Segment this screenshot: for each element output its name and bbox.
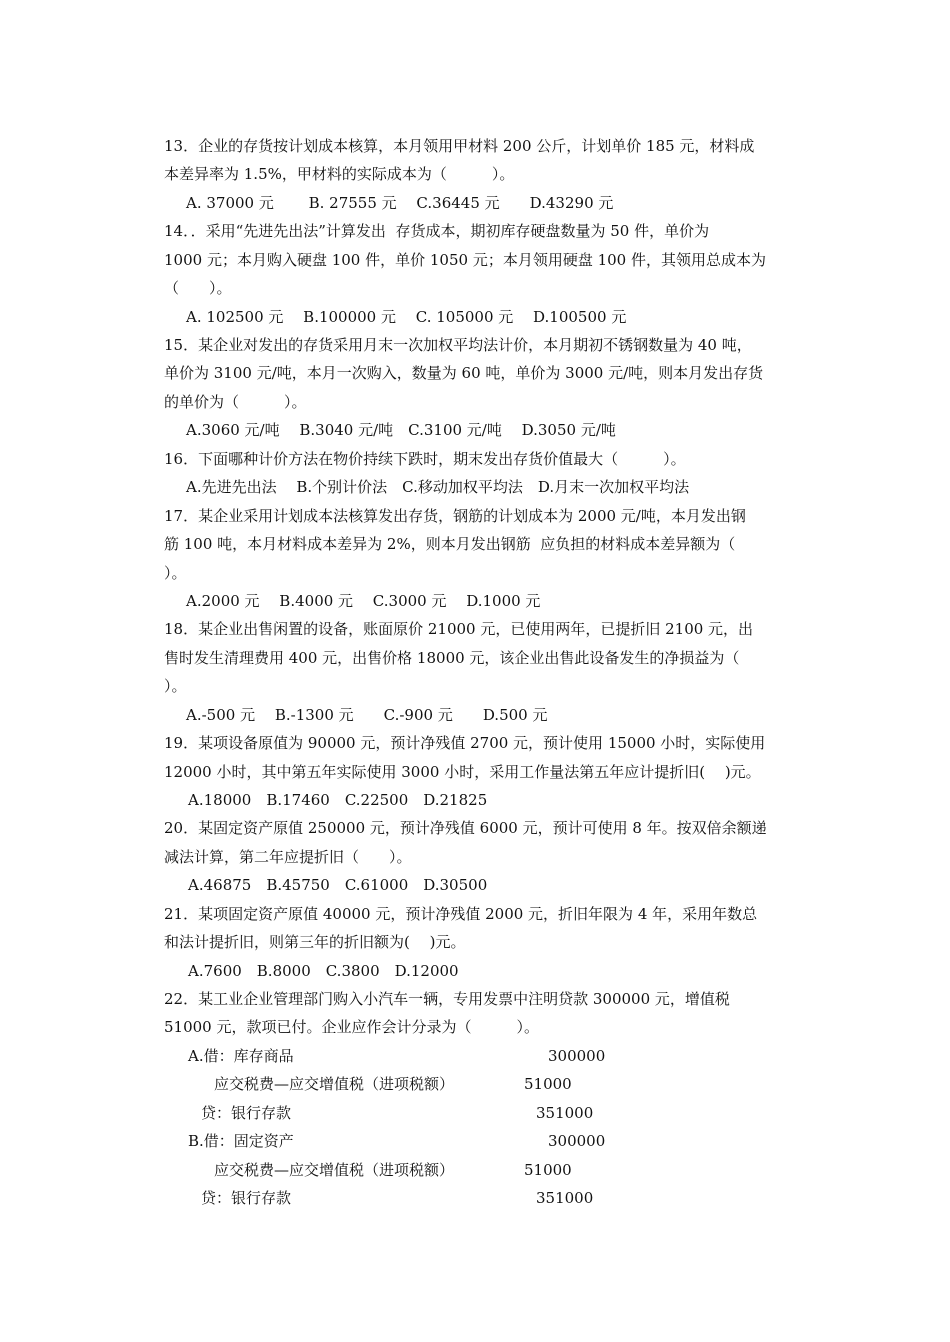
- entry-a-debit-account: A.借：库存商品: [188, 1047, 294, 1065]
- question-21-line-1: 21．某项固定资产原值 40000 元，预计净残值 2000 元，折旧年限为 4 年，采用年数总: [164, 905, 758, 923]
- entry-a-debit-amount: 300000: [548, 1047, 606, 1065]
- question-18-line-2: 售时发生清理费用 400 元，出售价格 18000 元，该企业出售此设备发生的净损益为（: [164, 649, 740, 667]
- question-22-line-2: 51000 元，款项已付。企业应作会计分录为（ ）。: [164, 1018, 539, 1036]
- question-19-line-2: 12000 小时，其中第五年实际使用 3000 小时，采用工作量法第五年应计提折旧( )元。: [164, 763, 761, 781]
- entry-b-tax-account: 应交税费—应交增值税（进项税额）: [214, 1161, 455, 1179]
- question-18-line-3: ）。: [164, 677, 187, 695]
- question-19-options: A.18000 B.17460 C.22500 D.21825: [188, 791, 488, 809]
- question-13-options: A. 37000 元 B. 27555 元 C.36445 元 D.43290 元: [186, 194, 614, 212]
- question-21-line-2: 和法计提折旧，则第三年的折旧额为( )元。: [164, 933, 466, 951]
- question-17-options: A.2000 元 B.4000 元 C.3000 元 D.1000 元: [186, 592, 541, 610]
- question-20-line-1: 20．某固定资产原值 250000 元，预计净残值 6000 元，预计可使用 8 年。按双倍余额递: [164, 819, 767, 837]
- question-14-options: A. 102500 元 B.100000 元 C. 105000 元 D.100500 元: [186, 308, 627, 326]
- question-15-options: A.3060 元/吨 B.3040 元/吨 C.3100 元/吨 D.3050 元/吨: [186, 421, 616, 439]
- entry-a-credit-account: 贷：银行存款: [201, 1104, 292, 1122]
- question-14-line-3: （ ）。: [164, 279, 232, 297]
- question-15-line-3: 的单价为（ ）。: [164, 393, 307, 411]
- question-19-line-1: 19．某项设备原值为 90000 元，预计净残值 2700 元，预计使用 15000 小时，实际使用: [164, 734, 766, 752]
- question-17-line-3: ）。: [164, 564, 187, 582]
- question-17-line-1: 17．某企业采用计划成本法核算发出存货，钢筋的计划成本为 2000 元/吨，本月发出钢: [164, 507, 746, 525]
- question-17-line-2: 筋 100 吨，本月材料成本差异为 2%，则本月发出钢筋 应负担的材料成本差异额为（: [164, 535, 736, 553]
- question-16-options: A.先进先出法 B.个别计价法 C.移动加权平均法 D.月末一次加权平均法: [186, 478, 690, 496]
- question-15-line-2: 单价为 3100 元/吨，本月一次购入，数量为 60 吨，单价为 3000 元/吨，则本月发出存货: [164, 364, 764, 382]
- question-14-line-1: 14．．采用“先进先出法”计算发出 存货成本，期初库存硬盘数量为 50 件，单价为: [164, 222, 710, 240]
- question-14-line-2: 1000 元；本月购入硬盘 100 件，单价 1050 元；本月领用硬盘 100 件，其领用总成本为: [164, 251, 766, 269]
- question-20-options: A.46875 B.45750 C.61000 D.30500: [188, 876, 488, 894]
- entry-a-tax-amount: 51000: [524, 1075, 572, 1093]
- question-13-line-2: 本差异率为 1.5%，甲材料的实际成本为（ ）。: [164, 165, 515, 183]
- entry-b-credit-amount: 351000: [536, 1189, 594, 1207]
- question-13-line-1: 13．企业的存货按计划成本核算，本月领用甲材料 200 公斤，计划单价 185 元，材料成: [164, 137, 755, 155]
- question-20-line-2: 减法计算，第二年应提折旧（ ）。: [164, 848, 412, 866]
- entry-b-debit-account: B.借：固定资产: [188, 1132, 294, 1150]
- question-21-options: A.7600 B.8000 C.3800 D.12000: [188, 962, 459, 980]
- entry-a-tax-account: 应交税费—应交增值税（进项税额）: [214, 1075, 455, 1093]
- question-16-line-1: 16．下面哪种计价方法在物价持续下跌时，期末发出存货价值最大（ ）。: [164, 450, 686, 468]
- question-18-line-1: 18．某企业出售闲置的设备，账面原价 21000 元，已使用两年，已提折旧 2100 元，出: [164, 620, 754, 638]
- question-18-options: A.-500 元 B.-1300 元 C.-900 元 D.500 元: [186, 706, 548, 724]
- question-15-line-1: 15．某企业对发出的存货采用月末一次加权平均法计价，本月期初不锈钢数量为 40 吨，: [164, 336, 752, 354]
- entry-b-credit-account: 贷：银行存款: [201, 1189, 292, 1207]
- entry-b-debit-amount: 300000: [548, 1132, 606, 1150]
- entry-a-credit-amount: 351000: [536, 1104, 594, 1122]
- entry-b-tax-amount: 51000: [524, 1161, 572, 1179]
- question-22-line-1: 22．某工业企业管理部门购入小汽车一辆，专用发票中注明贷款 300000 元，增值税: [164, 990, 730, 1008]
